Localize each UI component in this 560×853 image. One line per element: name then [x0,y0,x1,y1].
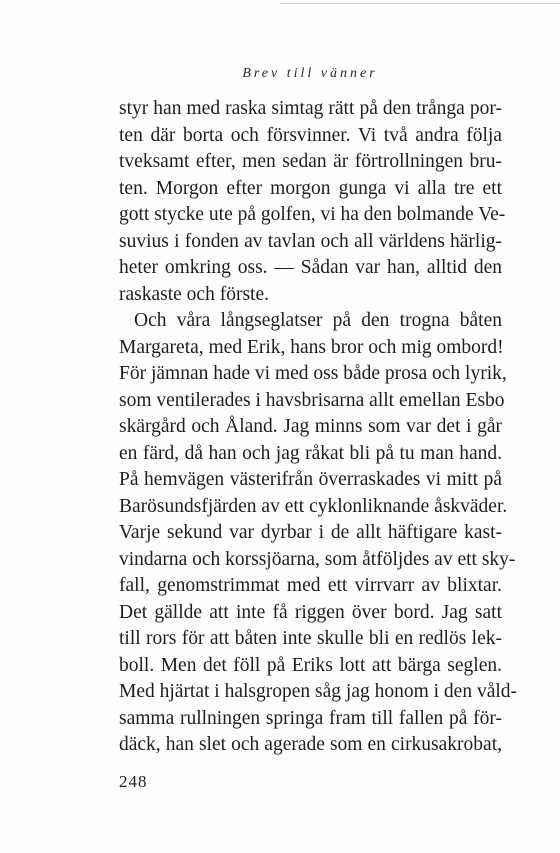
text-line: styr han med raska simtag rätt på den trånga por- [119,98,502,119]
text-line: som ventilerades i havsbrisarna allt emellan Esbo [119,389,505,411]
text-line: Det gällde att inte få riggen över bord. Jag satt [119,601,502,623]
text-line: Och våra långseglatser på den trogna båten [134,310,502,331]
body-text [119,96,518,759]
text-line: På hemvägen västerifrån överraskades vi mitt på [119,469,502,490]
text-line: till rors för att båten inte skulle bli en redlös lek- [119,628,502,649]
text-line: raskaste och förste. [119,283,269,305]
text-line: en färd, då han och jag råkat bli på tu man hand. [119,442,502,464]
text-line: suvius i fonden av tavlan och all världens härlig- [119,230,502,252]
text-line: ten. Morgon efter morgon gunga vi alla tre ett [119,177,502,199]
text-line: heter omkring oss. — Sådan var han, alltid den [119,257,502,278]
text-line: skärgård och Åland. Jag minns som var det i går [119,416,502,437]
text-line: Varje sekund var dyrbar i de allt häftigare kast- [119,522,502,543]
text-line: tveksamt efter, men sedan är förtrollningen bru- [119,151,502,172]
text-line: ten där borta och försvinner. Vi två andra följa [119,124,502,146]
text-line: Barösundsfjärden av ett cyklonliknande åskväder. [119,495,508,517]
text-line: gott stycke ute på golfen, vi ha den bolmande Ve- [119,204,506,225]
text-line: samma rullningen springa fram till fallen på för- [119,707,502,729]
top-edge-line [280,3,560,4]
text-line: boll. Men det föll på Eriks lott att bärga seglen. [119,654,502,676]
text-line: vindarna och korssjöarna, som åtföljdes av ett sky- [119,548,516,570]
text-line: För jämnan hade vi med oss både prosa och lyrik, [119,363,507,384]
page-number: 248 [119,772,148,791]
text-line: Med hjärtat i halsgropen såg jag honom i den våld- [119,681,518,702]
text-line: däck, han slet och agerade som en cirkusakrobat, [119,734,502,755]
running-head: Brev till vänner [242,66,378,81]
text-line: fall, genomstrimmat med ett virrvarr av blixtar. [119,575,502,596]
text-line: Margareta, med Erik, hans bror och mig ombord! [119,336,504,358]
